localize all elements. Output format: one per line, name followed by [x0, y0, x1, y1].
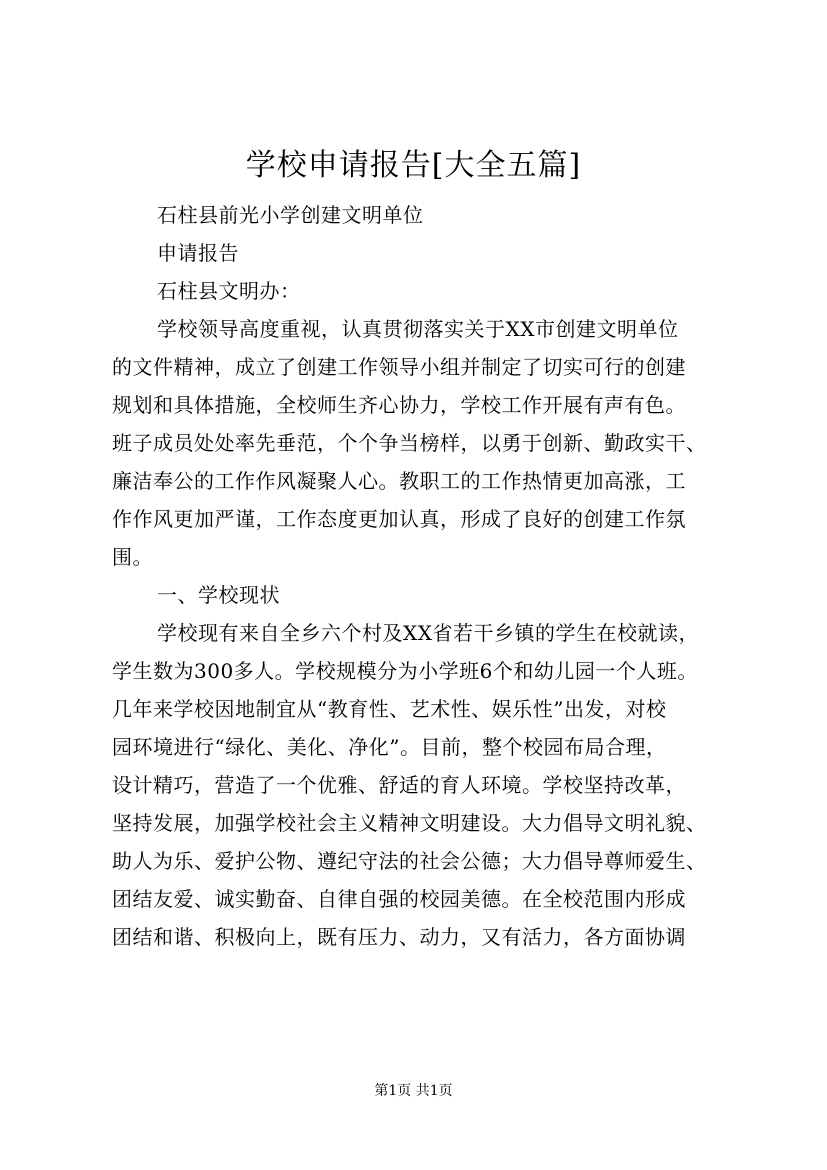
document-title: 学校申请报告[大全五篇]	[245, 148, 582, 183]
section-heading: 一、学校现状	[157, 583, 280, 607]
text-line-org-name: 石柱县前光小学创建文明单位	[157, 203, 424, 227]
paragraph-line: 助人为乐、爱护公物、遵纪守法的社会公德；大力倡导尊师爱生、	[112, 849, 707, 873]
page-number-footer: 第1页 共1页	[374, 1083, 453, 1099]
paragraph-line: 园环境进行“绿化、美化、净化”。目前，整个校园布局合理，	[112, 735, 667, 759]
paragraph-line: 的文件精神，成立了创建工作领导小组并制定了切实可行的创建	[112, 355, 686, 379]
text-line-addressee: 石柱县文明办：	[157, 279, 301, 303]
paragraph-line: 规划和具体措施，全校师生齐心协力，学校工作开展有声有色。	[112, 393, 686, 417]
paragraph-line: 作作风更加严谨，工作态度更加认真，形成了良好的创建工作氛	[112, 507, 686, 531]
paragraph-line: 班子成员处处率先垂范，个个争当榜样，以勇于创新、勤政实干、	[112, 431, 707, 455]
paragraph-line: 坚持发展，加强学校社会主义精神文明建设。大力倡导文明礼貌、	[112, 811, 707, 835]
paragraph-line: 学校领导高度重视，认真贯彻落实关于XX市创建文明单位	[157, 317, 679, 341]
paragraph-line: 廉洁奉公的工作作风凝聚人心。教职工的工作热情更加高涨，工	[112, 469, 686, 493]
paragraph-line: 学校现有来自全乡六个村及XX省若干乡镇的学生在校就读，	[157, 621, 699, 645]
text-line-report-label: 申请报告	[157, 241, 239, 265]
document-body	[112, 196, 737, 956]
paragraph-line: 设计精巧，营造了一个优雅、舒适的育人环境。学校坚持改革，	[112, 773, 686, 797]
paragraph-line: 围。	[112, 545, 153, 569]
paragraph-line: 学生数为300多人。学校规模分为小学班6个和幼儿园一个人班。	[112, 659, 698, 683]
paragraph-line: 团结友爱、诚实勤奋、自律自强的校园美德。在全校范围内形成	[112, 887, 686, 911]
paragraph-line: 几年来学校因地制宜从“教育性、艺术性、娱乐性”出发，对校	[112, 697, 667, 721]
paragraph-line: 团结和谐、积极向上，既有压力、动力，又有活力，各方面协调	[112, 925, 686, 949]
